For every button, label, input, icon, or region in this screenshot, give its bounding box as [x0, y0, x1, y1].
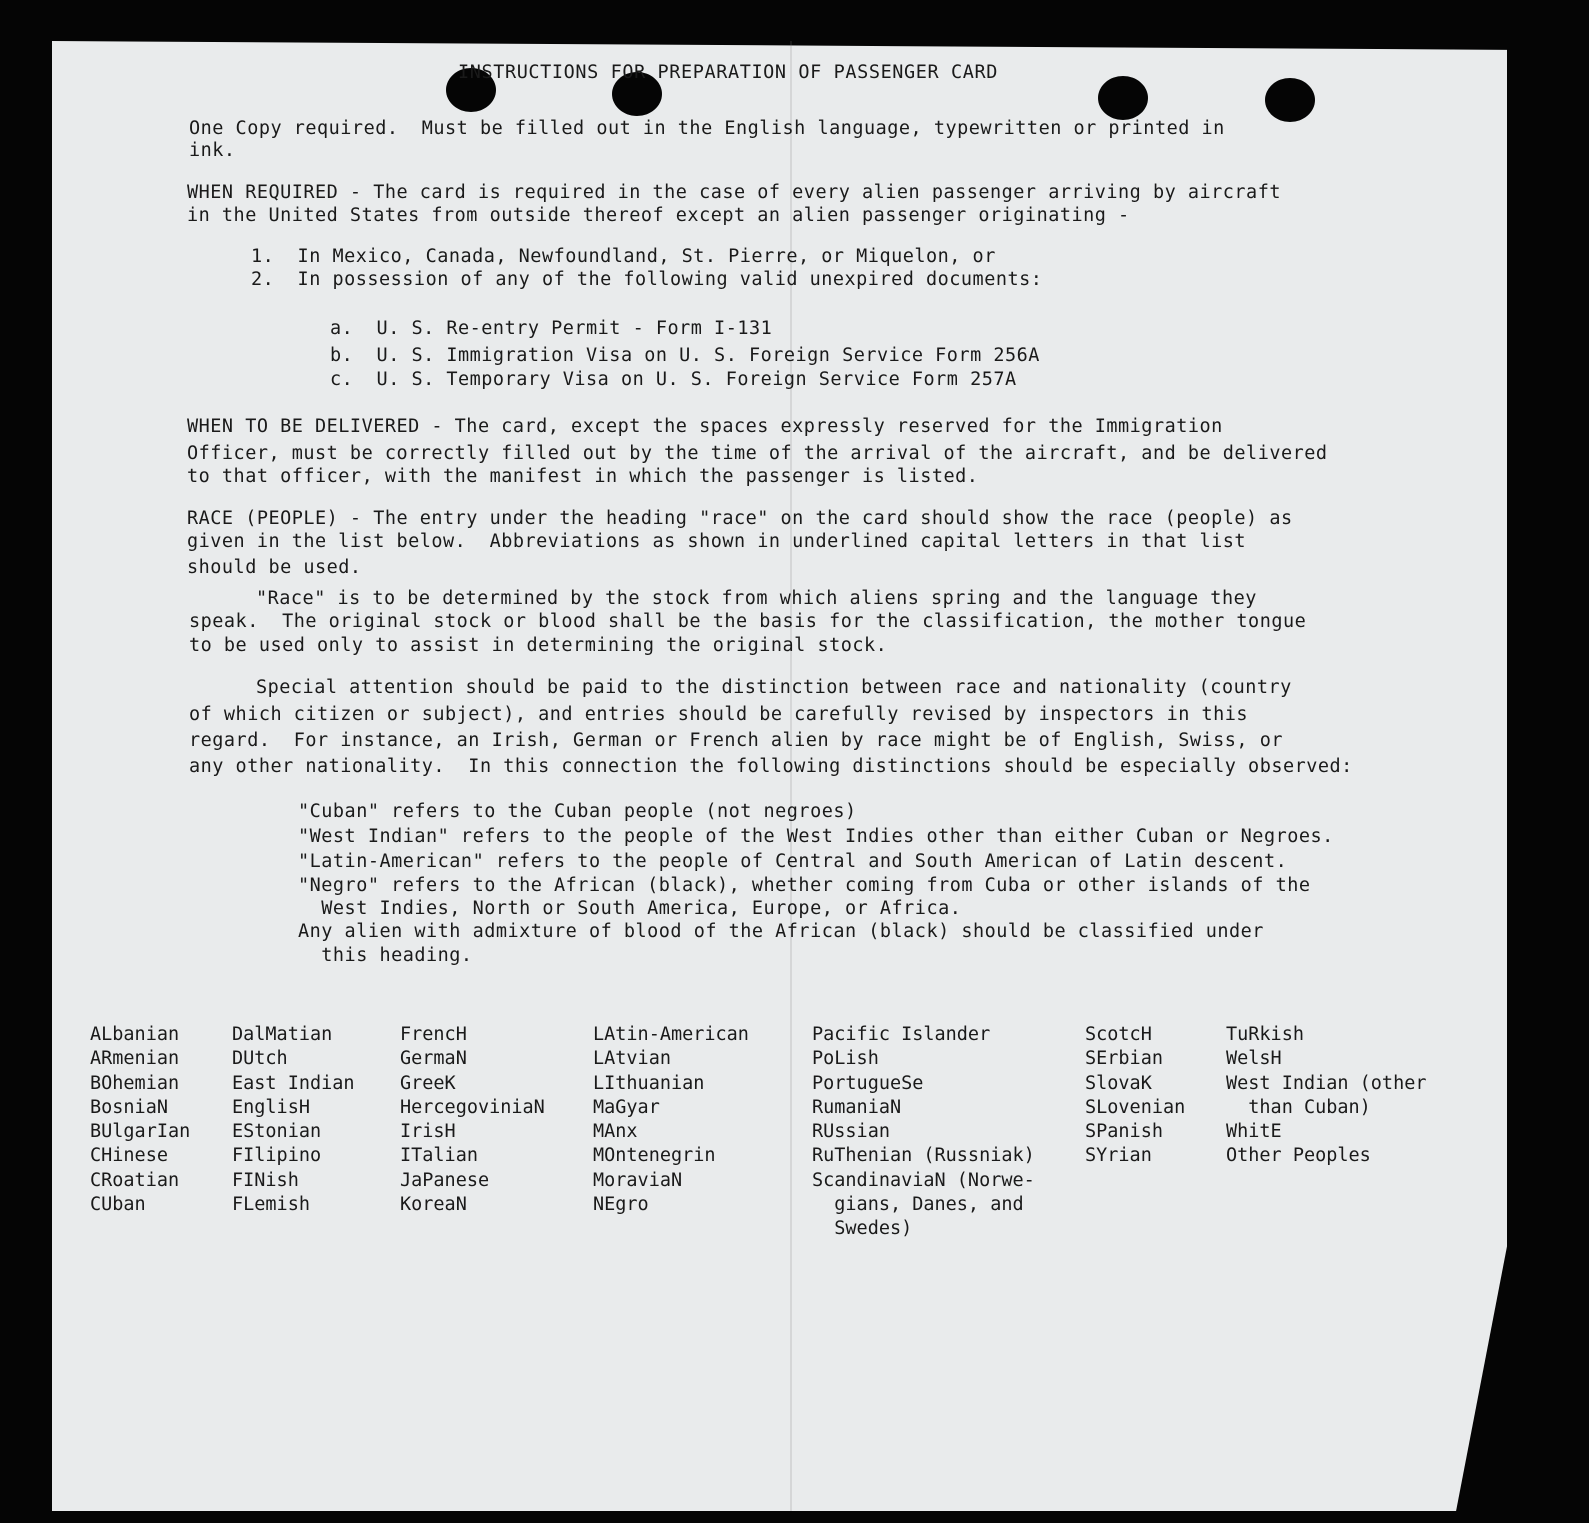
- race-line: RACE (PEOPLE) - The entry under the heading "race" on the card should show the race (people) as: [187, 508, 1293, 529]
- races-column: [400, 1023, 545, 1217]
- race-entry: LAtin-American: [593, 1024, 749, 1045]
- race-entry: FLemish: [232, 1194, 310, 1216]
- race-entry: KoreaN: [400, 1194, 467, 1216]
- race-entry: WelsH: [1226, 1048, 1282, 1070]
- race-entry: West Indian (other: [1226, 1072, 1427, 1094]
- race-entry: BosniaN: [90, 1096, 168, 1118]
- race-entry: IrisH: [400, 1121, 456, 1143]
- race-entry: MoraviaN: [593, 1169, 683, 1191]
- race-entry: Pacific Islander: [812, 1024, 991, 1045]
- race-entry: TuRkish: [1226, 1024, 1304, 1045]
- race-entry: MOntenegrin: [593, 1145, 716, 1167]
- race-entry: SLovenian: [1085, 1096, 1186, 1118]
- race-definition-line: "Race" is to be determined by the stock from which aliens spring and the language they: [256, 588, 1257, 609]
- special-attention-line: any other nationality. In this connection the following distinctions should be especially observed:: [189, 756, 1353, 777]
- race-entry: BUlgarIan: [90, 1121, 191, 1143]
- punch-hole: [1098, 76, 1148, 120]
- race-entry: ScandinaviaN (Norwe-: [812, 1169, 1035, 1191]
- distinction-line: Any alien with admixture of blood of the African (black) should be classified under: [298, 921, 1264, 942]
- race-entry: DUtch: [232, 1048, 288, 1070]
- lettered-item: c. U. S. Temporary Visa on U. S. Foreign Service Form 257A: [330, 369, 1017, 390]
- race-entry: BOhemian: [90, 1072, 180, 1094]
- races-column: [1226, 1023, 1426, 1169]
- distinction-line: this heading.: [298, 945, 473, 966]
- race-definition-line: speak. The original stock or blood shall be the basis for the classification, the mother tongue: [189, 611, 1307, 632]
- numbered-item: 1. In Mexico, Canada, Newfoundland, St. Pierre, or Miquelon, or: [251, 246, 996, 267]
- intro-line: One Copy required. Must be filled out in the English language, typewritten or printed in: [189, 118, 1225, 139]
- when-required-line: in the United States from outside thereof except an alien passenger originating -: [187, 205, 1130, 226]
- race-entry: PortugueSe: [812, 1072, 924, 1094]
- race-entry: gians, Danes, and: [812, 1194, 1024, 1216]
- intro-line: ink.: [189, 140, 236, 161]
- race-entry: PoLish: [812, 1048, 879, 1070]
- race-entry: SErbian: [1085, 1048, 1163, 1070]
- when-required-line: WHEN REQUIRED - The card is required in the case of every alien passenger arriving by aircraft: [187, 182, 1281, 203]
- race-entry: ITalian: [400, 1145, 478, 1167]
- races-column: [593, 1023, 749, 1217]
- race-entry: EStonian: [232, 1121, 322, 1143]
- special-attention-line: of which citizen or subject), and entries should be carefully revised by inspectors in this: [189, 704, 1249, 725]
- race-entry: CHinese: [90, 1145, 168, 1167]
- race-entry: FINish: [232, 1169, 299, 1191]
- race-entry: ALbanian: [90, 1024, 180, 1045]
- race-line: should be used.: [187, 557, 362, 578]
- race-entry: LAtvian: [593, 1048, 671, 1070]
- distinction-line: "Cuban" refers to the Cuban people (not negroes): [298, 801, 857, 822]
- margin-mark: 1: [1456, 1338, 1470, 1363]
- when-delivered-line: to that officer, with the manifest in which the passenger is listed.: [187, 466, 979, 487]
- race-entry: NEgro: [593, 1194, 649, 1216]
- distinction-line: "Latin-American" refers to the people of Central and South American of Latin descent.: [298, 851, 1288, 872]
- race-definition-line: to be used only to assist in determining the original stock.: [189, 635, 888, 656]
- distinction-line: West Indies, North or South America, Europe, or Africa.: [298, 898, 962, 919]
- distinction-line: "Negro" refers to the African (black), whether coming from Cuba or other islands of the: [298, 875, 1311, 896]
- race-entry: RUssian: [812, 1121, 890, 1143]
- race-entry: MaGyar: [593, 1096, 660, 1118]
- special-attention-line: Special attention should be paid to the distinction between race and nationality (country: [256, 677, 1292, 698]
- numbered-item: 2. In possession of any of the following valid unexpired documents:: [251, 269, 1043, 290]
- race-entry: GreeK: [400, 1072, 456, 1094]
- race-entry: RuThenian (Russniak): [812, 1145, 1035, 1167]
- special-attention-line: regard. For instance, an Irish, German or French alien by race might be of English, Swiss, or: [189, 730, 1283, 751]
- race-entry: WhitE: [1226, 1121, 1282, 1143]
- race-entry: EnglisH: [232, 1096, 310, 1118]
- race-entry: East Indian: [232, 1072, 355, 1094]
- race-entry: Other Peoples: [1226, 1145, 1371, 1167]
- race-entry: MAnx: [593, 1121, 638, 1143]
- races-column: [1085, 1023, 1185, 1169]
- race-entry: FIlipino: [232, 1145, 322, 1167]
- race-entry: JaPanese: [400, 1169, 490, 1191]
- race-entry: RumaniaN: [812, 1096, 902, 1118]
- race-entry: SPanish: [1085, 1121, 1163, 1143]
- race-line: given in the list below. Abbreviations as shown in underlined capital letters in that list: [187, 531, 1247, 552]
- lettered-item: b. U. S. Immigration Visa on U. S. Foreign Service Form 256A: [330, 345, 1040, 366]
- race-entry: GermaN: [400, 1048, 467, 1070]
- punch-hole: [1265, 78, 1315, 122]
- race-entry: ARmenian: [90, 1048, 180, 1070]
- page-title: INSTRUCTIONS FOR PREPARATION OF PASSENGER CARD: [458, 62, 998, 83]
- when-delivered-line: WHEN TO BE DELIVERED - The card, except the spaces expressly reserved for the Immigration: [187, 416, 1223, 437]
- race-entry: CRoatian: [90, 1169, 180, 1191]
- race-entry: Swedes): [812, 1218, 913, 1240]
- race-entry: SlovaK: [1085, 1072, 1152, 1094]
- races-column: [90, 1023, 190, 1217]
- lettered-item: a. U. S. Re-entry Permit - Form I-131: [330, 318, 773, 339]
- race-entry: than Cuban): [1226, 1096, 1371, 1118]
- distinction-line: "West Indian" refers to the people of the West Indies other than either Cuban or Negroes.: [298, 826, 1334, 847]
- race-entry: FrencH: [400, 1024, 467, 1045]
- races-column: [232, 1023, 355, 1217]
- races-column: [812, 1023, 1035, 1242]
- race-entry: HercegoviniaN: [400, 1096, 545, 1118]
- race-entry: DalMatian: [232, 1024, 333, 1045]
- race-entry: LIthuanian: [593, 1072, 705, 1094]
- race-entry: ScotcH: [1085, 1024, 1152, 1045]
- race-entry: SYrian: [1085, 1145, 1152, 1167]
- race-entry: CUban: [90, 1194, 146, 1216]
- when-delivered-line: Officer, must be correctly filled out by the time of the arrival of the aircraft, and be delivered: [187, 443, 1328, 464]
